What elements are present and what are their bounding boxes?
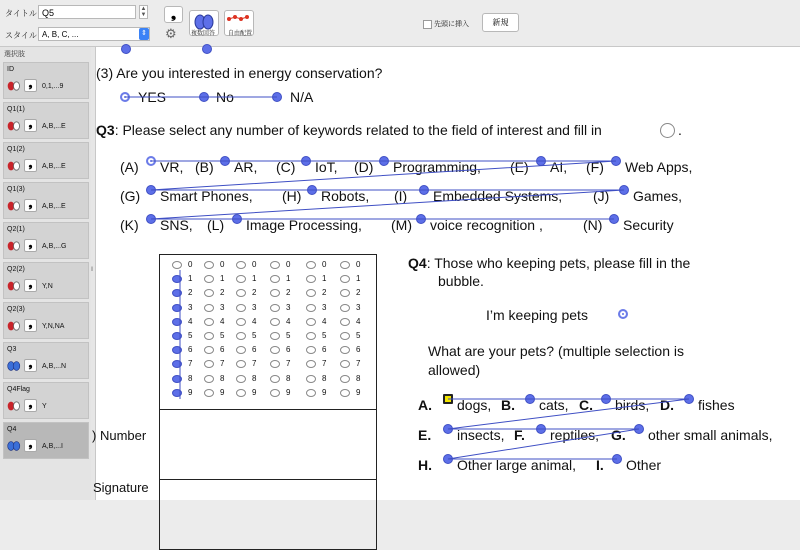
question-q3 — [96, 122, 602, 138]
q3-option-bubble[interactable] — [307, 185, 317, 195]
id-digit-label: 4 — [286, 316, 291, 326]
q4-option-letter: C. — [579, 397, 593, 413]
id-digit-label: 6 — [188, 345, 193, 355]
sidebar-item-name: Q1(3) — [7, 186, 25, 193]
q3-option-bubble[interactable] — [379, 156, 389, 166]
separator-icon[interactable]: ❟ — [24, 439, 37, 452]
id-digit-label: 8 — [220, 373, 225, 383]
id-digit-bubble[interactable] — [236, 360, 246, 368]
id-digit-label: 4 — [252, 316, 257, 326]
id-digit-label: 0 — [322, 260, 327, 269]
id-digit-label: 0 — [356, 260, 361, 269]
id-digit-bubble[interactable] — [204, 375, 214, 383]
q3-option-bubble[interactable] — [301, 156, 311, 166]
id-digit-bubble[interactable] — [204, 261, 214, 269]
number-box — [159, 410, 377, 480]
sidebar-item-value: Y,N,NA — [42, 323, 65, 330]
id-digit-bubble[interactable] — [172, 360, 182, 368]
checkbox-icon — [423, 20, 432, 29]
q3-option-letter: (M) — [391, 217, 412, 233]
id-digit-label: 2 — [188, 288, 193, 298]
id-digit-label: 6 — [286, 345, 291, 355]
id-digit-bubble[interactable] — [236, 289, 246, 297]
id-digit-label: 4 — [356, 316, 361, 326]
q3-option-text: Image Processing, — [246, 217, 362, 233]
id-digit-label: 7 — [286, 359, 291, 369]
q3-option-text: Robots, — [321, 188, 370, 204]
id-digit-label: 5 — [220, 331, 225, 340]
q3-option-letter: (D) — [354, 159, 374, 175]
q3-option-text: Games, — [633, 188, 683, 204]
id-digit-bubble[interactable] — [172, 332, 182, 340]
id-digit-bubble[interactable] — [172, 318, 182, 326]
q3-option-text: voice recognition , — [430, 217, 543, 233]
id-digit-bubble[interactable] — [270, 318, 280, 326]
id-digit-bubble[interactable] — [340, 346, 350, 354]
q3-option-bubble[interactable] — [146, 214, 156, 224]
question-q2-3 — [96, 65, 382, 81]
id-digit-label: 6 — [356, 345, 361, 355]
id-digit-bubble[interactable] — [236, 318, 246, 326]
q4-option-bubble[interactable] — [601, 394, 611, 404]
q4-option-letter: F. — [514, 427, 525, 443]
style-select[interactable] — [38, 27, 150, 41]
sidebar-item-value: Y,N — [42, 283, 53, 290]
id-digit-label: 7 — [252, 359, 257, 369]
id-digit-label: 9 — [220, 387, 225, 397]
question-label: Q4 — [408, 255, 427, 271]
single-answer-icon — [7, 401, 20, 411]
option-bubble-na[interactable] — [272, 92, 282, 102]
question-q4 — [408, 255, 690, 271]
id-digit-bubble[interactable] — [204, 332, 214, 340]
id-digit-label: 9 — [188, 387, 193, 397]
multi-answer-icon — [7, 361, 20, 371]
option-na: N/A — [290, 89, 314, 105]
id-digit-bubble[interactable] — [306, 375, 316, 383]
id-digit-label: 3 — [322, 302, 327, 312]
sidebar-item-name: Q1(1) — [7, 106, 25, 113]
id-digit-label: 2 — [252, 288, 257, 298]
id-digit-label: 5 — [322, 331, 327, 340]
id-digit-bubble[interactable] — [270, 375, 280, 383]
id-digit-bubble[interactable] — [306, 360, 316, 368]
id-digit-bubble[interactable] — [270, 304, 280, 312]
id-digit-bubble[interactable] — [340, 360, 350, 368]
id-digit-bubble[interactable] — [270, 360, 280, 368]
sidebar-item[interactable] — [3, 102, 89, 139]
id-digit-bubble[interactable] — [306, 389, 316, 397]
single-answer-icon — [7, 161, 20, 171]
id-digit-bubble[interactable] — [204, 389, 214, 397]
single-answer-icon — [7, 121, 20, 131]
q3-option-text: IoT, — [315, 159, 338, 175]
id-digit-bubble[interactable] — [204, 289, 214, 297]
q4-option-text: dogs, — [457, 397, 492, 413]
id-digit-label: 3 — [286, 302, 291, 312]
sidebar-item-value: A,B,...G — [42, 243, 67, 250]
id-digit-bubble[interactable] — [172, 375, 182, 383]
q4-option-letter: B. — [501, 397, 515, 413]
q4-option-bubble[interactable] — [443, 394, 453, 404]
sidebar-item-name: Q4Flag — [7, 386, 30, 393]
id-digit-bubble[interactable] — [270, 332, 280, 340]
id-digit-bubble[interactable] — [340, 275, 350, 283]
q3-option-bubble[interactable] — [146, 156, 156, 166]
q4-option-text: fishes — [698, 397, 735, 413]
id-digit-bubble[interactable] — [306, 261, 316, 269]
sidebar-item-value: Y — [42, 403, 47, 410]
sidebar-item-value: A,B,...E — [42, 203, 66, 210]
id-digit-bubble[interactable] — [236, 261, 246, 269]
single-answer-icon — [7, 321, 20, 331]
id-digit-bubble[interactable] — [340, 304, 350, 312]
q4-option-text: Other large animal, — [457, 457, 577, 473]
id-digit-label: 3 — [356, 302, 361, 312]
id-digit-label: 8 — [252, 373, 257, 383]
q3-option-text: Web Apps, — [625, 159, 693, 175]
id-digit-label: 3 — [252, 302, 257, 312]
sidebar-item-value: A,B,...I — [42, 443, 64, 450]
q3-option-letter: (I) — [394, 188, 408, 204]
form-canvas — [92, 47, 800, 500]
id-digit-label: 1 — [252, 274, 257, 284]
id-digit-label: 9 — [252, 387, 257, 397]
id-digit-label: 5 — [286, 331, 291, 340]
q4-option-letter: A. — [418, 397, 432, 413]
id-digit-bubble[interactable] — [172, 275, 182, 283]
id-digit-label: 0 — [188, 260, 193, 269]
sidebar-item-name: Q2(1) — [7, 226, 25, 233]
id-digit-bubble[interactable] — [172, 346, 182, 354]
q4-option-bubble[interactable] — [612, 454, 622, 464]
separator-icon[interactable]: ❟ — [24, 159, 37, 172]
question-text: Are you interested in energy conservation? — [116, 65, 383, 81]
sidebar-item[interactable] — [3, 142, 89, 179]
option-bubble[interactable] — [202, 44, 212, 54]
multi-answer-label: 複数回答 — [191, 31, 216, 37]
sidebar-item[interactable] — [3, 182, 89, 219]
q3-option-text: Smart Phones, — [160, 188, 253, 204]
title-stepper[interactable]: ▲ ▼ — [140, 6, 147, 18]
sidebar-item-name: Q4 — [7, 426, 17, 433]
style-select-value: A, B, C, ... — [42, 30, 79, 39]
separator-icon[interactable]: ❟ — [24, 199, 37, 212]
id-digit-bubble[interactable] — [172, 304, 182, 312]
q4-option-text: birds, — [615, 397, 650, 413]
single-answer-icon — [7, 281, 20, 291]
q4-option-letter: G. — [611, 427, 626, 443]
q4-option-bubble[interactable] — [443, 454, 453, 464]
id-digit-bubble[interactable] — [236, 332, 246, 340]
q3-option-bubble[interactable] — [536, 156, 546, 166]
id-digit-bubble[interactable] — [204, 275, 214, 283]
id-digit-bubble[interactable] — [204, 346, 214, 354]
sidebar-title: 選択肢 — [4, 51, 25, 58]
q3-option-letter: (L) — [207, 217, 225, 233]
sample-bubble — [660, 123, 675, 138]
number-label-text: Number — [99, 428, 147, 443]
q4-option-text: insects, — [457, 427, 505, 443]
q3-option-text: AI, — [550, 159, 568, 175]
id-digit-label: 0 — [286, 260, 291, 269]
id-digit-label: 2 — [356, 288, 361, 298]
split-divider[interactable]: ‖ — [91, 47, 96, 500]
id-digit-bubble[interactable] — [172, 261, 182, 269]
id-digit-label: 5 — [188, 331, 193, 340]
q3-option-letter: (C) — [276, 159, 296, 175]
chevron-updown-icon: ⇕ — [139, 28, 149, 40]
q4-option-letter: D. — [660, 397, 674, 413]
id-digit-label: 8 — [188, 373, 193, 383]
single-answer-icon — [7, 201, 20, 211]
id-digit-label: 2 — [220, 288, 225, 298]
single-answer-icon — [7, 81, 20, 91]
id-digit-label: 0 — [220, 260, 225, 269]
title-input[interactable]: Q5 — [38, 5, 136, 19]
id-digit-label: 5 — [252, 331, 257, 340]
sidebar-item-value: A,B,...E — [42, 163, 66, 170]
id-digit-bubble[interactable] — [270, 289, 280, 297]
id-digit-label: 8 — [286, 373, 291, 383]
id-digit-label: 2 — [322, 288, 327, 298]
id-digit-label: 4 — [188, 316, 193, 326]
q3-option-letter: (A) — [120, 159, 139, 175]
id-digit-label: 7 — [356, 359, 361, 369]
id-digit-bubble[interactable] — [204, 304, 214, 312]
insert-before-label: 先頭に挿入 — [434, 21, 469, 28]
q3-option-text: Security — [623, 217, 674, 233]
separator-button[interactable]: ❟ — [164, 6, 183, 23]
q4-option-letter: H. — [418, 457, 432, 473]
id-digit-bubble[interactable] — [340, 289, 350, 297]
id-digit-bubble[interactable] — [270, 346, 280, 354]
q3-option-bubble[interactable] — [220, 156, 230, 166]
q3-option-letter: (K) — [120, 217, 139, 233]
id-digit-bubble[interactable] — [236, 275, 246, 283]
q4-option-bubble[interactable] — [536, 424, 546, 434]
sidebar-item-value: A,B,...N — [42, 363, 67, 370]
q3-option-text: Programming, — [393, 159, 481, 175]
id-digit-bubble[interactable] — [306, 304, 316, 312]
id-digit-bubble[interactable] — [306, 275, 316, 283]
id-digit-bubble[interactable] — [340, 318, 350, 326]
id-digit-label: 7 — [220, 359, 225, 369]
id-digit-bubble[interactable] — [340, 261, 350, 269]
id-digit-label: 2 — [286, 288, 291, 298]
id-digit-bubble[interactable] — [236, 389, 246, 397]
q4-option-bubble[interactable] — [525, 394, 535, 404]
id-digit-label: 6 — [252, 345, 257, 355]
id-digit-label: 9 — [286, 387, 291, 397]
id-digit-bubble[interactable] — [270, 275, 280, 283]
id-digit-label: 9 — [356, 387, 361, 397]
q4-option-bubble[interactable] — [684, 394, 694, 404]
option-bubble-yes[interactable] — [120, 92, 130, 102]
title-label: タイトル — [5, 9, 37, 18]
separator-icon[interactable]: ❟ — [24, 239, 37, 252]
id-digit-label: 3 — [188, 302, 193, 312]
id-digit-bubble[interactable] — [340, 375, 350, 383]
id-digit-bubble[interactable] — [270, 261, 280, 269]
signature-label: Signature — [93, 480, 149, 495]
q3-option-bubble[interactable] — [419, 185, 429, 195]
separator-icon[interactable]: ❟ — [24, 119, 37, 132]
separator-icon[interactable]: ❟ — [24, 319, 37, 332]
separator-icon[interactable]: ❟ — [24, 79, 37, 92]
id-digit-bubble[interactable] — [236, 346, 246, 354]
insert-before-checkbox[interactable] — [423, 19, 469, 29]
id-digit-bubble[interactable] — [172, 389, 182, 397]
pets-question: What are your pets? (multiple selection is — [428, 343, 684, 359]
id-digit-bubble[interactable] — [306, 289, 316, 297]
id-digit-label: 8 — [356, 373, 361, 383]
signature-box — [159, 480, 377, 550]
q3-option-letter: (H) — [282, 188, 302, 204]
id-digit-label: 1 — [286, 274, 291, 284]
id-digit-label: 4 — [220, 316, 225, 326]
separator-icon[interactable]: ❟ — [24, 279, 37, 292]
sidebar-item[interactable] — [3, 262, 89, 299]
q4-option-bubble[interactable] — [443, 424, 453, 434]
gear-icon[interactable]: ⚙ — [165, 26, 177, 41]
id-digit-label: 9 — [322, 387, 327, 397]
q3-option-bubble[interactable] — [611, 156, 621, 166]
q3-option-text: Embedded Systems, — [433, 188, 563, 204]
separator-icon[interactable]: ❟ — [24, 399, 37, 412]
pets-question-line2: allowed) — [428, 362, 481, 378]
keeping-pets-label: I’m keeping pets — [486, 307, 588, 323]
q4-option-text: Other — [626, 457, 662, 473]
option-yes: YES — [138, 89, 167, 105]
sidebar-item-name: Q3 — [7, 346, 17, 353]
question-end: . — [678, 122, 682, 138]
q3-option-letter: (N) — [583, 217, 603, 233]
id-digit-label: 1 — [322, 274, 327, 284]
id-digit-bubble[interactable] — [306, 346, 316, 354]
q3-option-letter: (J) — [593, 188, 610, 204]
sidebar-item[interactable] — [3, 302, 89, 339]
id-digit-label: 5 — [356, 331, 361, 340]
question-prefix: (3) — [96, 65, 117, 81]
id-digit-bubble[interactable] — [340, 389, 350, 397]
id-digit-label: 0 — [252, 260, 257, 269]
q3-option-letter: (G) — [120, 188, 141, 204]
question-q4-line2: bubble. — [438, 273, 484, 289]
free-layout-label: 自由配置 — [228, 31, 253, 37]
question-label: Q3 — [96, 122, 115, 138]
question-text: : Please select any number of keywords related to the field of interest and fill in — [114, 122, 602, 138]
q3-option-letter: (B) — [195, 159, 214, 175]
id-digit-bubble[interactable] — [236, 375, 246, 383]
id-digit-bubble[interactable] — [340, 332, 350, 340]
id-digit-label: 7 — [188, 359, 193, 369]
sidebar-item-name: ID — [7, 66, 14, 73]
single-answer-icon — [7, 241, 20, 251]
number-label: ) Number — [92, 428, 147, 443]
sidebar-item-name: Q2(3) — [7, 306, 25, 313]
id-digit-bubble[interactable] — [172, 289, 182, 297]
q3-option-letter: (E) — [510, 159, 529, 175]
option-bubble[interactable] — [121, 44, 131, 54]
q3-option-letter: (F) — [586, 159, 604, 175]
new-button[interactable]: 新規 — [482, 13, 519, 32]
separator-icon[interactable]: ❟ — [24, 359, 37, 372]
q4-option-letter: I. — [596, 457, 604, 473]
q4-option-text: reptiles, — [550, 427, 600, 443]
q3-option-text: SNS, — [160, 217, 193, 233]
id-digit-label: 3 — [220, 302, 225, 312]
id-digit-label: 1 — [220, 274, 225, 284]
q4-option-text: cats, — [539, 397, 569, 413]
id-digit-label: 1 — [356, 274, 361, 284]
multi-answer-icon — [7, 441, 20, 451]
q3-option-text: AR, — [234, 159, 258, 175]
q3-option-bubble[interactable] — [146, 185, 156, 195]
id-digit-label: 1 — [188, 274, 193, 284]
q4-option-text: other small animals, — [648, 427, 773, 443]
sidebar-item[interactable] — [3, 422, 89, 459]
sidebar-item[interactable] — [3, 62, 89, 99]
id-digit-label: 7 — [322, 359, 327, 369]
id-digit-label: 4 — [322, 316, 327, 326]
sidebar-item[interactable] — [3, 342, 89, 379]
toolbar — [0, 0, 800, 47]
sidebar — [0, 47, 92, 500]
id-digit-bubble[interactable] — [236, 304, 246, 312]
q3-option-bubble[interactable] — [232, 214, 242, 224]
id-number-grid — [159, 254, 377, 410]
option-bubble-no[interactable] — [199, 92, 209, 102]
q3-option-bubble[interactable] — [416, 214, 426, 224]
q3-option-bubble[interactable] — [609, 214, 619, 224]
q3-option-bubble[interactable] — [619, 185, 629, 195]
id-digit-label: 6 — [220, 345, 225, 355]
sidebar-list — [3, 62, 89, 462]
q3-option-text: VR, — [160, 159, 184, 175]
option-no: No — [216, 89, 234, 105]
id-digit-bubble[interactable] — [204, 318, 214, 326]
id-digit-bubble[interactable] — [306, 318, 316, 326]
sidebar-item-value: 0,1,...9 — [42, 83, 64, 90]
keeping-pets-bubble[interactable] — [618, 309, 628, 319]
question-text: : Those who keeping pets, please fill in the — [426, 255, 691, 271]
q4-option-letter: E. — [418, 427, 432, 443]
sidebar-item-name: Q2(2) — [7, 266, 25, 273]
id-digit-bubble[interactable] — [306, 332, 316, 340]
sidebar-item[interactable] — [3, 382, 89, 419]
id-digit-label: 6 — [322, 345, 327, 355]
style-label: スタイル — [5, 31, 37, 40]
sidebar-item[interactable] — [3, 222, 89, 259]
id-digit-bubble[interactable] — [204, 360, 214, 368]
sidebar-item-value: A,B,...E — [42, 123, 66, 130]
q4-option-bubble[interactable] — [634, 424, 644, 434]
sidebar-item-name: Q1(2) — [7, 146, 25, 153]
id-digit-bubble[interactable] — [270, 389, 280, 397]
id-digit-label: 8 — [322, 373, 327, 383]
